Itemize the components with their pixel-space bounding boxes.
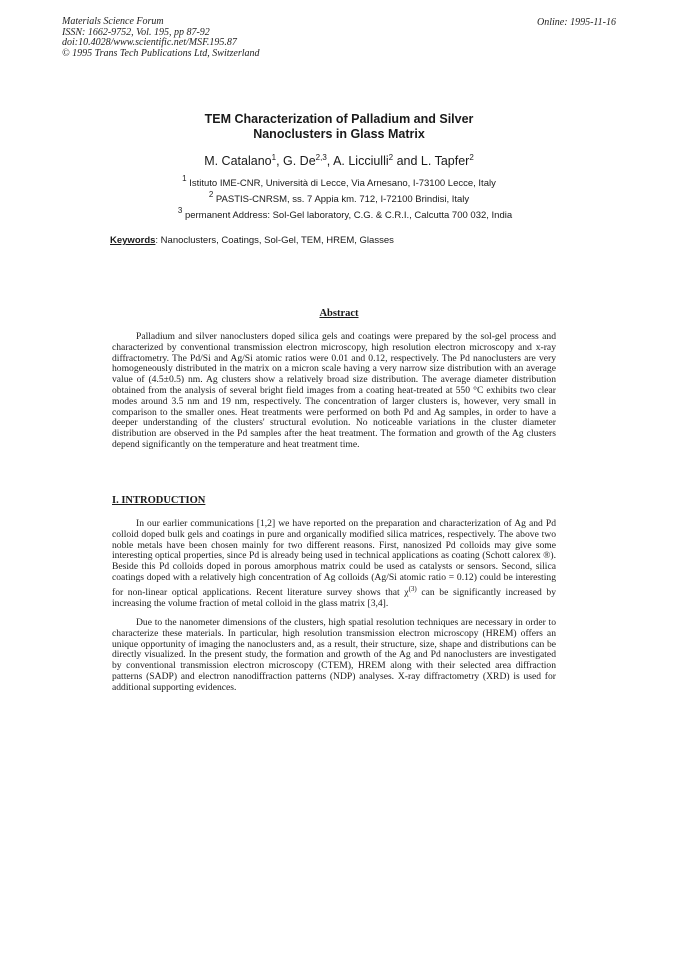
chi3-superscript: (3) bbox=[408, 584, 417, 593]
author-separator: , bbox=[326, 154, 334, 168]
affiliation-text: permanent Address: Sol-Gel laboratory, C.G. & C.R.I., Calcutta 700 032, India bbox=[184, 210, 513, 221]
online-date: Online: 1995-11-16 bbox=[537, 17, 616, 28]
paragraph-text bbox=[112, 519, 556, 610]
keywords-text: : Nanoclusters, Coatings, Sol-Gel, TEM, HREM, Glasses bbox=[155, 235, 394, 246]
copyright-line: © 1995 Trans Tech Publications Ltd, Switzerland bbox=[62, 47, 260, 59]
abstract-paragraph: Palladium and silver nanoclusters doped silica gels and coatings were prepared by the sol-gel process and characterized by conventional transmission electron microscopy, high resolution electron microscopy and x-ray diffractometry. The Pd/Si and Ag/Si atomic ratios were 0.01 and 0.12, respectively. The Pd nanoclusters are very homogeneously distributed in the matrix on a micron scale having a very narrow size distribution with an average value of (4.5±0.5) nm. Ag clusters show a relatively broad size distribution. The average diameter distribution obtained from the analysis of several bright field images from a coating heat-treated at 550 °C exhibits two clear modes around 3.5 nm and 19 nm, respectively. The concentration of larger clusters is, however, very small in comparison to the smaller ones. Heat treatments were performed on both Pd and Ag samples, in order to have a deeper understanding of the clusters' structural evolution. No noticeable variations in the cluster diameter distribution are observed in the Pd samples after the heat treatment. The formation and growth of the Ag clusters depend significantly on the temperature and heat treatment time. bbox=[112, 331, 556, 450]
author-list bbox=[0, 154, 678, 168]
introduction-paragraph-2 bbox=[112, 618, 556, 694]
journal-name: Materials Science Forum bbox=[62, 16, 164, 27]
affiliation-number: 1 bbox=[182, 174, 187, 183]
affiliation-text: Istituto IME-CNR, Università di Lecce, Via Arnesano, I-73100 Lecce, Italy bbox=[189, 178, 496, 189]
abstract-heading: Abstract bbox=[319, 308, 359, 319]
author-name: A. Licciulli bbox=[333, 154, 389, 168]
affiliation-number: 2 bbox=[208, 190, 214, 199]
affiliation-text: PASTIS-CNRSM, ss. 7 Appia km. 712, I-72100 Brindisi, Italy bbox=[215, 194, 470, 205]
abstract-body bbox=[112, 332, 556, 451]
introduction-paragraph-1 bbox=[112, 519, 556, 610]
author-affiliation-mark: 2 bbox=[388, 153, 394, 162]
issn-line: ISSN: 1662-9752, Vol. 195, pp 87-92 bbox=[62, 26, 210, 38]
author-separator: and bbox=[393, 154, 421, 168]
author-affiliation-mark: 2,3 bbox=[315, 153, 327, 162]
author-name: G. De bbox=[283, 154, 316, 168]
introduction-heading: I. INTRODUCTION bbox=[112, 495, 206, 506]
affiliation-2 bbox=[0, 190, 678, 205]
title-line-1: TEM Characterization of Palladium and Silver bbox=[204, 112, 474, 126]
author-separator: , bbox=[276, 154, 284, 168]
affiliation-number: 3 bbox=[177, 206, 183, 215]
keywords-label: Keywords bbox=[110, 235, 156, 246]
doi-line: doi:10.4028/www.scientific.net/MSF.195.87 bbox=[62, 37, 237, 49]
keywords-line bbox=[110, 235, 394, 246]
author-name: M. Catalano bbox=[204, 154, 272, 168]
paragraph-text-part: can be significantly increased by increasing the volume fraction of metal colloid in the glass matrix [3,4]. bbox=[112, 586, 556, 609]
journal-meta bbox=[62, 17, 260, 59]
author-affiliation-mark: 2 bbox=[469, 153, 474, 162]
title-line-2: Nanoclusters in Glass Matrix bbox=[253, 127, 425, 141]
author-affiliation-mark: 1 bbox=[271, 153, 277, 162]
affiliation-1 bbox=[0, 174, 678, 189]
paragraph-text-part: In our earlier communications [1,2] we have reported on the preparation and characterization of Ag and Pd colloid doped bulk gels and coatings in pure and organically modified silica matrices, respectively. The above two noble metals have been chosen mainly for two different reasons. First, nanosized Pd colloids may give some interesting optical properties, since Pd is already being used in technical applications as coating (Schott calorex ®). Beside this Pd colloids doped in porous amorphous matrix could be used as catalysts or sensors. Second, silica coatings doped with a relatively high concentration of Ag colloids (Ag/Si atomic ratio = 0.12) could be interesting for non-linear optical applications. Recent literature survey shows that χ bbox=[112, 518, 556, 598]
author-name: L. Tapfer bbox=[420, 154, 470, 168]
paragraph-text: Due to the nanometer dimensions of the clusters, high spatial resolution techniques are necessary in order to characterize these materials. In particular, high resolution transmission electron microscopy (HREM) offers an unique opportunity of imaging the nanoclusters and, as a result, their structure, size, shape and distributions can be directly visualized. In the present study, the formation and growth of the Ag and Pd nanoclusters are investigated by conventional transmission electron microscopy (CTEM), HREM along with their selected area diffraction patterns (SADP) and electron nanodiffraction patterns (NDP) analyses. X-ray diffractometry (XRD) is used for additional supporting evidences. bbox=[112, 617, 556, 693]
affiliation-3 bbox=[6, 206, 678, 221]
paper-title bbox=[0, 112, 678, 142]
